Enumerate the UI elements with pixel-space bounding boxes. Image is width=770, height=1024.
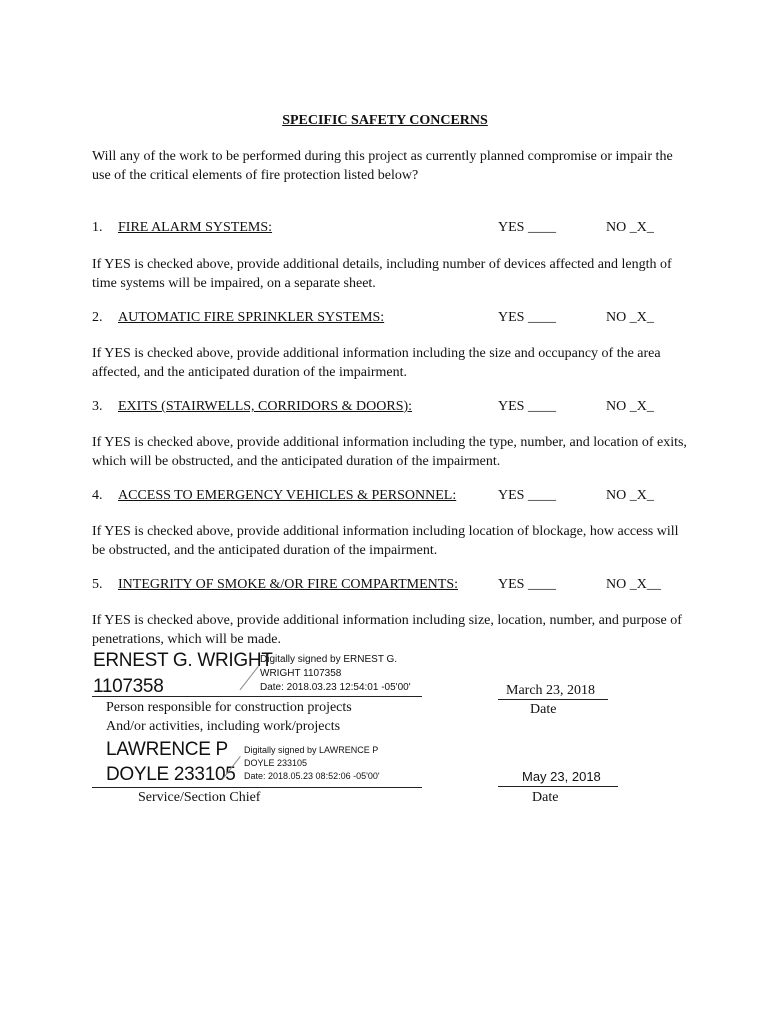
- signature2-line: [92, 787, 422, 788]
- item-detail-3: If YES is checked above, provide additional information including the type, number, and location of exits, which will be obstructed, and the anticipated duration of the impairment.: [92, 435, 687, 469]
- item-label-sprinkler: AUTOMATIC FIRE SPRINKLER SYSTEMS:: [118, 310, 385, 325]
- item-label-exits: EXITS (STAIRWELLS, CORRIDORS & DOORS):: [118, 399, 413, 414]
- item-number-2: 2.: [92, 310, 103, 325]
- item-yes-1: YES ____: [498, 220, 556, 235]
- signature1-role-line1: Person responsible for construction projects: [106, 700, 352, 715]
- signature1-date-label: Date: [530, 702, 557, 717]
- item-detail-4: If YES is checked above, provide additional information including location of blockage, how access will be obstructed, and the anticipated duration of the impairment.: [92, 524, 679, 558]
- item-no-5: NO _X__: [606, 577, 661, 592]
- signature1-digital-line2: WRIGHT 1107358: [260, 668, 342, 679]
- item-yes-5: YES ____: [498, 577, 556, 592]
- item-yes-4: YES ____: [498, 488, 556, 503]
- signature1-date-value: March 23, 2018: [506, 683, 596, 698]
- signature2-date-value: May 23, 2018: [522, 769, 601, 784]
- item-no-2: NO _X_: [606, 310, 654, 325]
- item-no-1: NO _X_: [606, 220, 654, 235]
- signature1-line: [92, 696, 422, 697]
- item-detail-5: If YES is checked above, provide additional information including size, location, number, and purpose of penetrations, which will be made.: [92, 613, 682, 647]
- item-label-fire-alarm: FIRE ALARM SYSTEMS:: [118, 220, 273, 235]
- signature2-date-label: Date: [532, 790, 559, 805]
- signature1-role-line2: And/or activities, including work/projects: [106, 719, 341, 734]
- item-label-emergency-access: ACCESS TO EMERGENCY VEHICLES & PERSONNEL:: [118, 488, 457, 503]
- item-detail-1: If YES is checked above, provide additional details, including number of devices affected and length of time systems will be impaired, on a separate sheet.: [92, 257, 672, 291]
- item-number-5: 5.: [92, 577, 103, 592]
- signature2-digital-line2: DOYLE 233105: [244, 758, 308, 768]
- item-yes-3: YES ____: [498, 399, 556, 414]
- signature2-role: Service/Section Chief: [138, 790, 261, 805]
- signature2-date-line: [498, 786, 618, 787]
- item-no-4: NO _X_: [606, 488, 654, 503]
- signature1-name-line2: 1107358: [93, 676, 164, 697]
- intro-text: Will any of the work to be performed during this project as currently planned compromise or impair the use of the critical elements of fire protection listed below?: [92, 149, 673, 183]
- item-no-3: NO _X_: [606, 399, 654, 414]
- signature1-date-line: [498, 699, 608, 700]
- item-yes-2: YES ____: [498, 310, 556, 325]
- item-number-1: 1.: [92, 220, 103, 235]
- signature1-name-line1: ERNEST G. WRIGHT: [93, 650, 273, 671]
- item-label-compartments: INTEGRITY OF SMOKE &/OR FIRE COMPARTMENTS:: [118, 577, 458, 592]
- item-number-3: 3.: [92, 399, 103, 414]
- signature2-name-line1: LAWRENCE P: [106, 739, 228, 760]
- item-number-4: 4.: [92, 488, 103, 503]
- signature2-name-line2: DOYLE 233105: [106, 764, 236, 785]
- signature1-digital-line3: Date: 2018.03.23 12:54:01 -05'00': [260, 682, 411, 693]
- signature2-digital-line3: Date: 2018.05.23 08:52:06 -05'00': [244, 771, 380, 781]
- signature2-digital-line1: Digitally signed by LAWRENCE P: [244, 745, 379, 755]
- item-detail-2: If YES is checked above, provide additional information including the size and occupancy of the area affected, and the anticipated duration of the impairment.: [92, 346, 661, 380]
- signature1-digital-line1: Digitally signed by ERNEST G.: [260, 654, 398, 665]
- page-title: SPECIFIC SAFETY CONCERNS: [282, 113, 488, 128]
